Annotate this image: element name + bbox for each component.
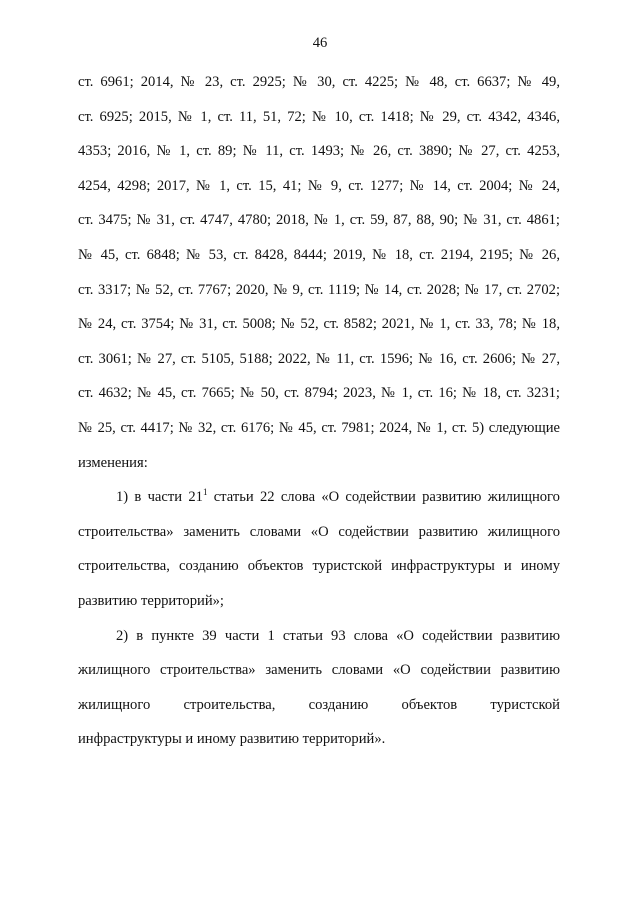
text-line: 2) в пункте 39 части 1 статьи 93 слова «О содействии развитию <box>116 627 560 644</box>
text-line: ст. 3317; № 52, ст. 7767; 2020, № 9, ст. 1119; № 14, ст. 2028; № 17, ст. 2702; <box>78 281 560 298</box>
text-line: изменения: <box>78 454 148 471</box>
citation-paragraph <box>78 65 560 480</box>
text-line: № 25, ст. 4417; № 32, ст. 6176; № 45, ст. 7981; 2024, № 1, ст. 5) следующие <box>78 419 560 436</box>
text-line: ст. 3475; № 31, ст. 4747, 4780; 2018, № 1, ст. 59, 87, 88, 90; № 31, ст. 4861; <box>78 212 560 229</box>
item1-text-end: статьи 22 слова «О содействии развитию жилищного <box>207 489 560 506</box>
amendment-item-1 <box>78 480 560 618</box>
text-line: 4353; 2016, № 1, ст. 89; № 11, ст. 1493; № 26, ст. 3890; № 27, ст. 4253, <box>78 143 560 160</box>
item1-text-start: 1) в части 21 <box>116 489 203 506</box>
text-line: № 45, ст. 6848; № 53, ст. 8428, 8444; 2019, № 18, ст. 2194, 2195; № 26, <box>78 246 560 263</box>
text-line: № 24, ст. 3754; № 31, ст. 5008; № 52, ст. 8582; 2021, № 1, ст. 33, 78; № 18, <box>78 316 560 333</box>
text-line: жилищного строительства» заменить словами «О содействии развитию <box>78 662 560 679</box>
text-line: инфраструктуры и иному развитию территорий». <box>78 731 386 748</box>
page-number: 46 <box>312 35 328 51</box>
document-body <box>78 65 560 757</box>
text-line <box>78 480 560 515</box>
text-line: ст. 6925; 2015, № 1, ст. 11, 51, 72; № 10, ст. 1418; № 29, ст. 4342, 4346, <box>78 108 560 125</box>
text-line: ст. 4632; № 45, ст. 7665; № 50, ст. 8794; 2023, № 1, ст. 16; № 18, ст. 3231; <box>78 385 560 402</box>
amendment-item-2 <box>78 619 560 757</box>
superscript: 1 <box>202 487 208 498</box>
text-line: строительства, созданию объектов туристской инфраструктуры и иному <box>78 558 560 575</box>
text-line: ст. 6961; 2014, № 23, ст. 2925; № 30, ст. 4225; № 48, ст. 6637; № 49, <box>78 74 560 90</box>
text-line: жилищного строительства, созданию объектов туристской <box>78 696 560 713</box>
text-line: строительства» заменить словами «О содействии развитию жилищного <box>78 523 560 540</box>
text-line: ст. 3061; № 27, ст. 5105, 5188; 2022, № 11, ст. 1596; № 16, ст. 2606; № 27, <box>78 350 560 367</box>
text-line: 4254, 4298; 2017, № 1, ст. 15, 41; № 9, ст. 1277; № 14, ст. 2004; № 24, <box>78 177 560 194</box>
text-line: развитию территорий»; <box>78 592 224 609</box>
